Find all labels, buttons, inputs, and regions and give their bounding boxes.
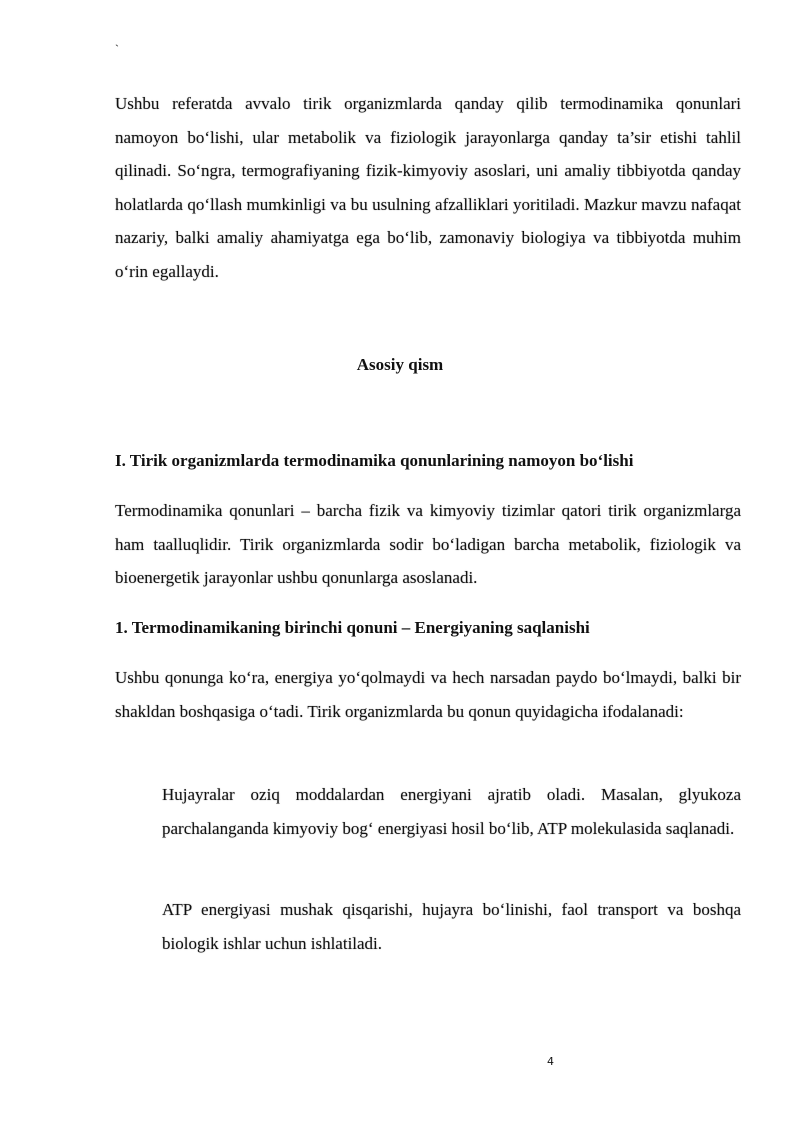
section-paragraph: Termodinamika qonunlari – barcha fizik va kimyoviy tizimlar qatori tirik organizmlarga ham taalluqlidir. Tirik organizmlarda sodir bo‘ladigan barcha metabolik, fiziologik va bioenergetik jarayonlar ushbu qonunlarga asoslanadi. [115,501,741,588]
subsection-heading: 1. Termodinamikaning birinchi qonuni – Energiyaning saqlanishi [115,618,590,637]
section-heading: I. Tirik organizmlarda termodinamika qonunlarining namoyon bo‘lishi [115,451,634,470]
intro-paragraph: Ushbu referatda avvalo tirik organizmlarda qanday qilib termodinamika qonunlari namoyon bo‘lishi, ular metabolik va fiziologik jarayonlarga qanday ta’sir etishi tahlil qilinadi. So‘ngra, termografiyaning fizik-kimyoviy asoslari, uni amaliy tibbiyotda qanday holatlarda qo‘llash mumkinligi va bu usulning afzalliklari yoritiladi. Mazkur mavzu nafaqat nazariy, balki amaliy ahamiyatga ega bo‘lib, zamonaviy biologiya va tibbiyotda muhim o‘rin egallaydi. [115,94,741,281]
page-number: 4 [547,1055,554,1068]
main-heading: Asosiy qism [356,355,444,374]
stray-mark: ` [115,42,119,56]
list-item: Hujayralar oziq moddalardan energiyani ajratib oladi. Masalan, glyukoza parchalanganda kimyoviy bog‘ energiyasi hosil bo‘lib, ATP molekulasida saqlanadi. [162,785,741,838]
subsection-paragraph: Ushbu qonunga ko‘ra, energiya yo‘qolmaydi va hech narsadan paydo bo‘lmaydi, balki bir shakldan boshqasiga o‘tadi. Tirik organizmlarda bu qonun quyidagicha ifodalanadi: [115,668,741,721]
list-item: ATP energiyasi mushak qisqarishi, hujayra bo‘linishi, faol transport va boshqa biologik ishlar uchun ishlatiladi. [162,900,741,953]
